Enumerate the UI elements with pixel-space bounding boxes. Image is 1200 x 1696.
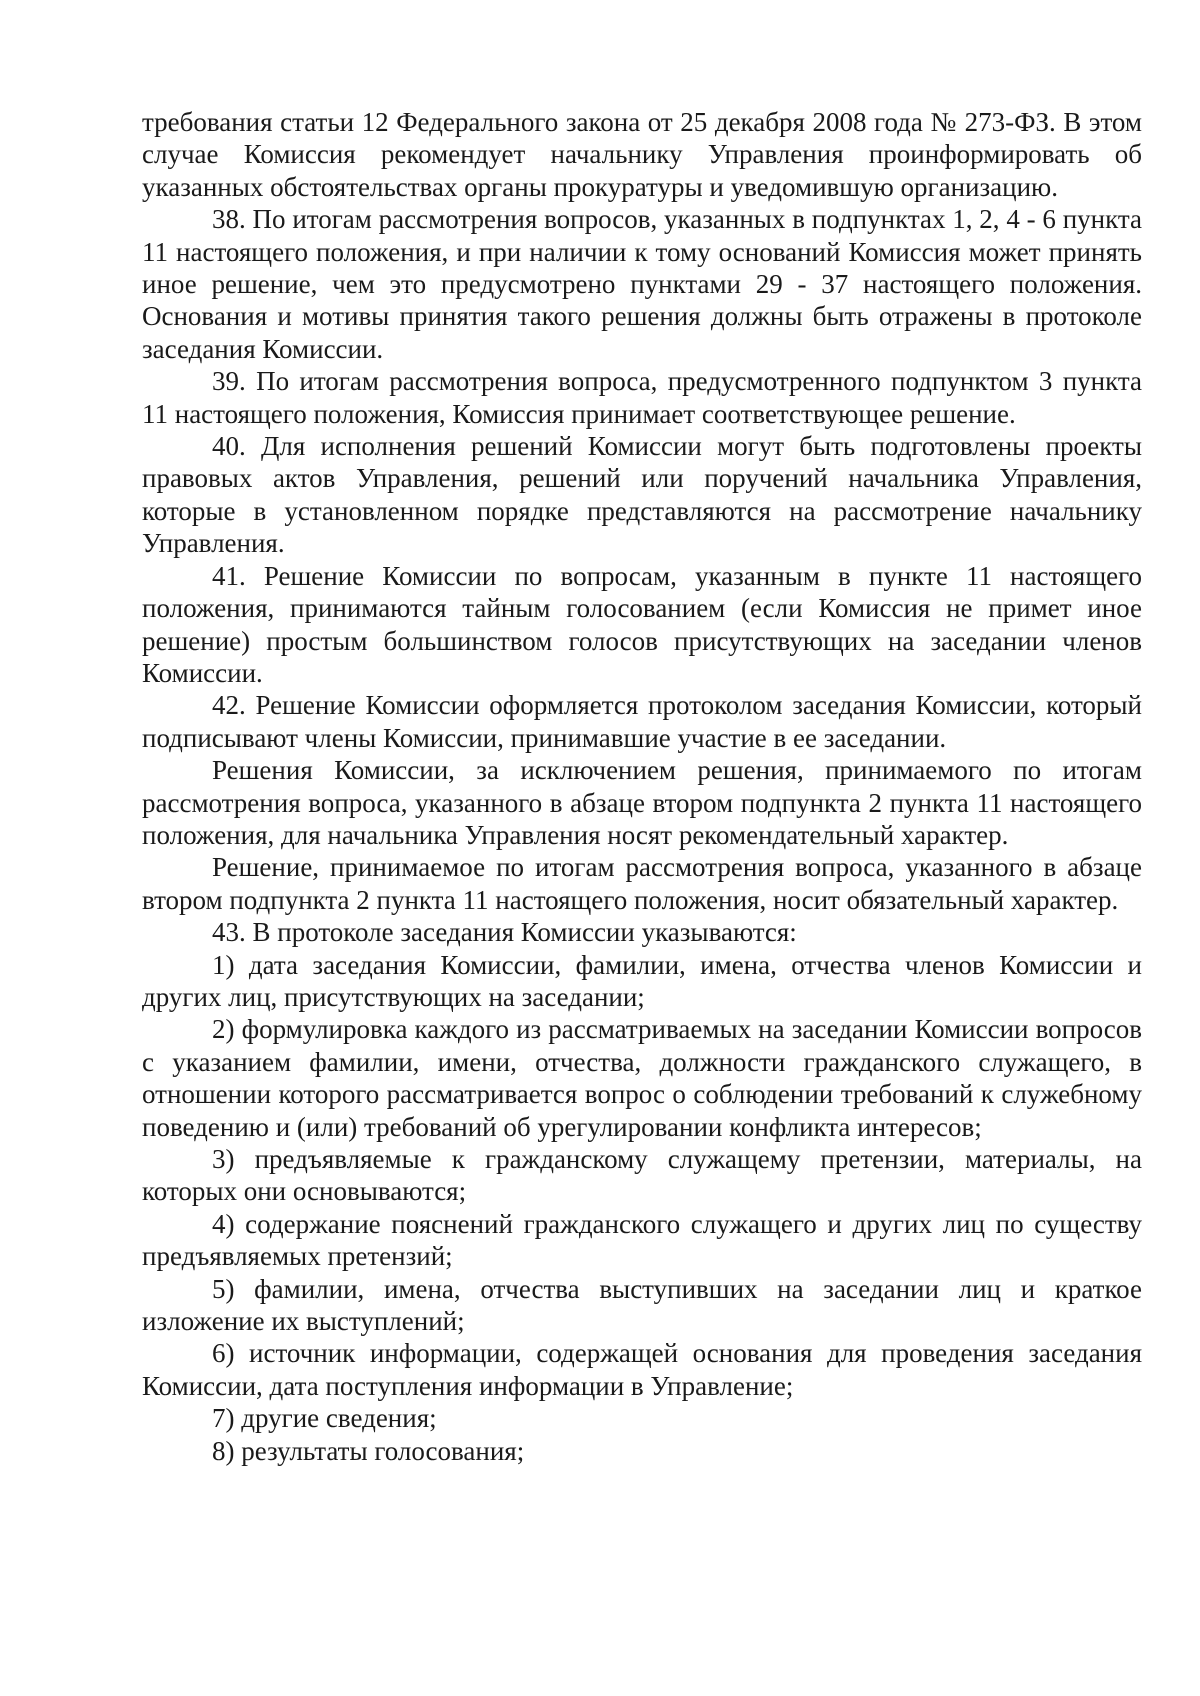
paragraph-38: 38. По итогам рассмотрения вопросов, указанных в подпунктах 1, 2, 4 - 6 пункта 11 настоящего положения, и при наличии к тому оснований Комиссия может принять иное решение, чем это предусмотрено пунктами 29 - 37 настоящего положения. Основания и мотивы принятия такого решения должны быть отражены в протоколе заседания Комиссии. — [142, 204, 1142, 364]
list-item-2: 2) формулировка каждого из рассматриваемых на заседании Комиссии вопросов с указанием фамилии, имени, отчества, должности гражданского служащего, в отношении которого рассматривается вопрос о соблюдении требований к служебному поведению и (или) требований об урегулировании конфликта интересов; — [142, 1014, 1142, 1142]
paragraph-40: 40. Для исполнения решений Комиссии могут быть подготовлены проекты правовых актов Управления, решений или поручений начальника Управления, которые в установленном порядке представляются на рассмотрение начальнику Управления. — [142, 431, 1142, 559]
paragraph-41: 41. Решение Комиссии по вопросам, указанным в пункте 11 настоящего положения, принимаются тайным голосованием (если Комиссия не примет иное решение) простым большинством голосов присутствующих на заседании членов Комиссии. — [142, 560, 1142, 688]
paragraph-42: 42. Решение Комиссии оформляется протоколом заседания Комиссии, который подписывают члены Комиссии, принимавшие участие в ее заседании. — [142, 690, 1142, 753]
list-item-8: 8) результаты голосования; — [212, 1435, 525, 1466]
paragraph-43: 43. В протоколе заседания Комиссии указываются: — [212, 917, 797, 948]
list-item-7: 7) другие сведения; — [212, 1403, 437, 1434]
list-item-3: 3) предъявляемые к гражданскому служащему претензии, материалы, на которых они основываются; — [142, 1144, 1142, 1207]
document-body — [142, 106, 1142, 1467]
paragraph-42-mandatory: Решение, принимаемое по итогам рассмотрения вопроса, указанного в абзаце втором подпункта 2 пункта 11 настоящего положения, носит обязательный характер. — [142, 852, 1142, 915]
list-item-6: 6) источник информации, содержащей основания для проведения заседания Комиссии, дата поступления информации в Управление; — [142, 1338, 1142, 1401]
paragraph-continuation: требования статьи 12 Федерального закона от 25 декабря 2008 года № 273-ФЗ. В этом случае Комиссия рекомендует начальнику Управления проинформировать об указанных обстоятельствах органы прокуратуры и уведомившую организацию. — [142, 107, 1142, 202]
list-item-4: 4) содержание пояснений гражданского служащего и других лиц по существу предъявляемых претензий; — [142, 1208, 1142, 1272]
paragraph-42-recommendation: Решения Комиссии, за исключением решения, принимаемого по итогам рассмотрения вопроса, указанного в абзаце втором подпункта 2 пункта 11 настоящего положения, для начальника Управления носят рекомендательный характер. — [142, 755, 1142, 850]
paragraph-39: 39. По итогам рассмотрения вопроса, предусмотренного подпунктом 3 пункта 11 настоящего положения, Комиссия принимает соответствующее решение. — [142, 366, 1142, 429]
list-item-1: 1) дата заседания Комиссии, фамилии, имена, отчества членов Комиссии и других лиц, присутствующих на заседании; — [142, 949, 1142, 1012]
list-item-5: 5) фамилии, имена, отчества выступивших на заседании лиц и краткое изложение их выступлений; — [142, 1273, 1142, 1337]
